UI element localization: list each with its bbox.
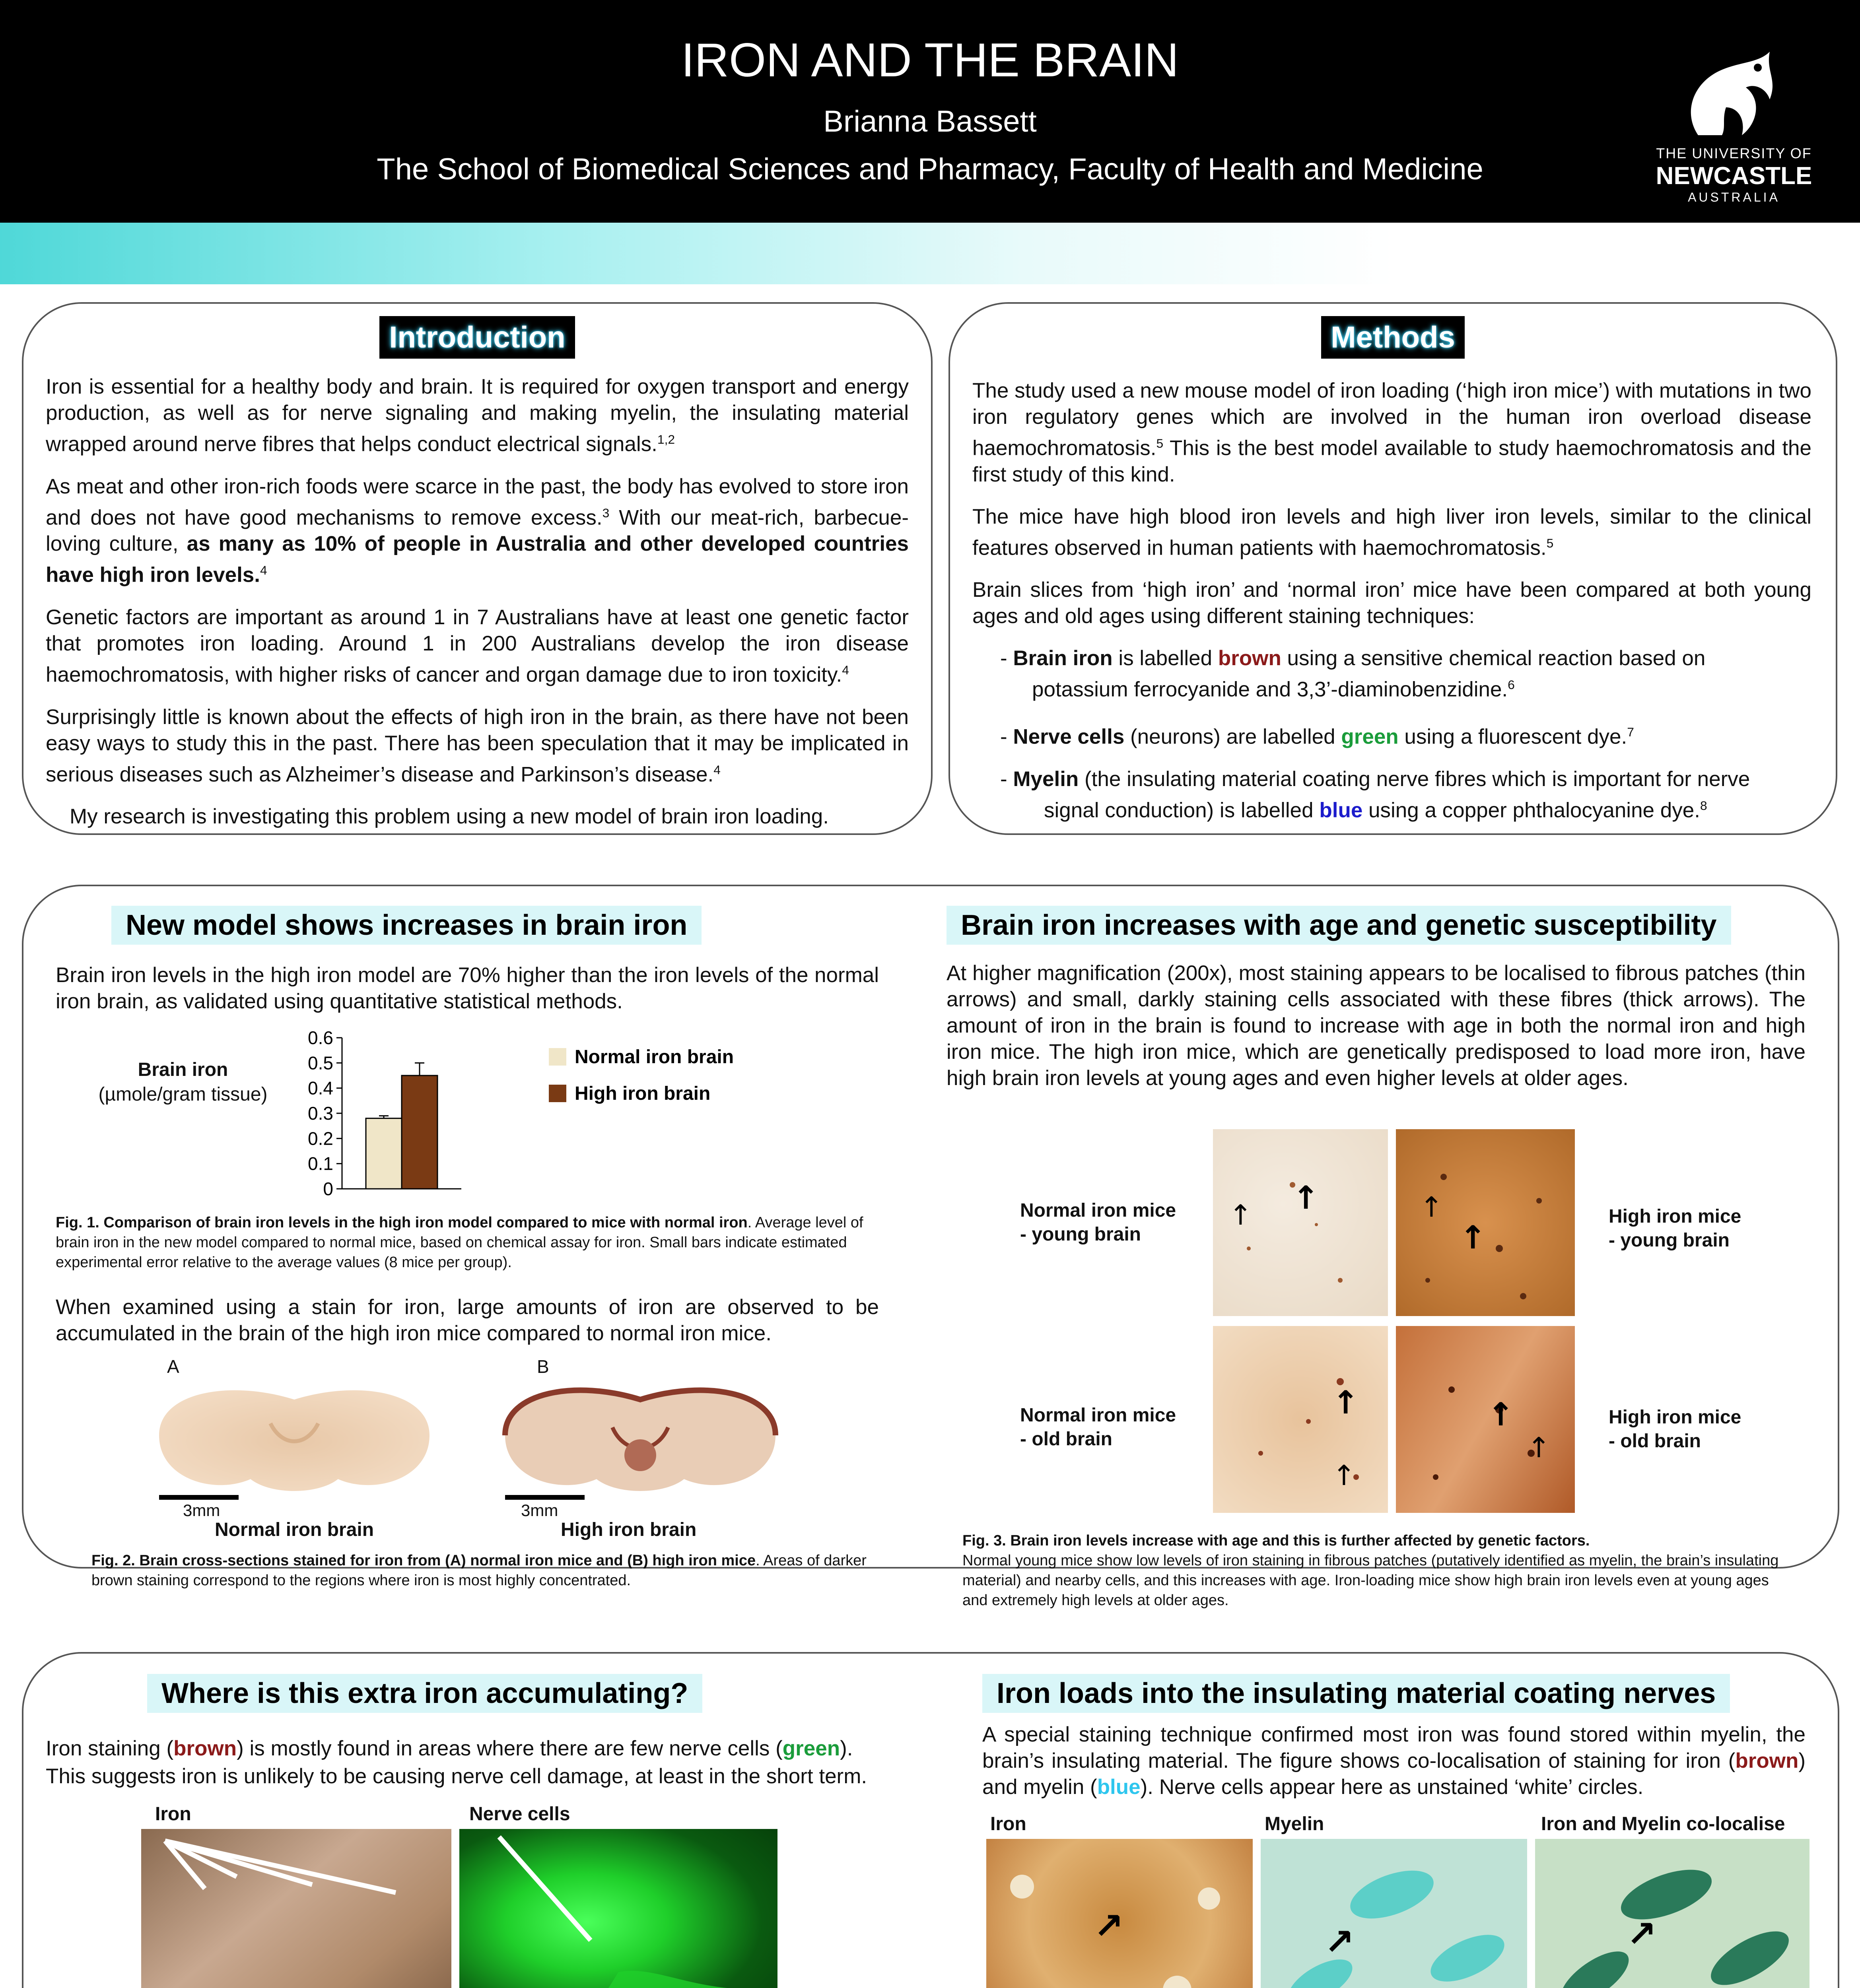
chart-ylabel-units: (µmole/gram tissue) <box>98 1084 268 1105</box>
svg-text:↑: ↑ <box>1420 1191 1443 1223</box>
normal-brain-section-image <box>151 1376 437 1507</box>
logo-line1: THE UNIVERSITY OF <box>1656 145 1812 161</box>
methods-bullet-myelin: - Myelin (the insulating material coating nerve fibres which is important for nerve <box>1000 767 1750 791</box>
university-logo <box>1646 40 1821 207</box>
where-p1: Iron staining (brown) is mostly found in areas where there are few nerve cells (green). <box>46 1737 853 1760</box>
fig5-iron-micrograph <box>986 1839 1253 1988</box>
caption-normal-brain: Normal iron brain <box>215 1519 374 1540</box>
intro-p4: Surprisingly little is known about the effects of high iron in the brain, as there have not been easy ways to study this in the past. There has been speculation that it may be implicated in serious diseases such as Alzheimer’s disease and Parkinson’s disease. <box>46 705 909 786</box>
label-iron-fig4: Iron <box>155 1804 191 1825</box>
new-model-heading: New model shows increases in brain iron <box>111 906 702 945</box>
iron-stain-micrograph <box>141 1829 451 1988</box>
chart-y-tick-label: 0.1 <box>308 1153 333 1174</box>
poster-title: IRON AND THE BRAIN <box>681 33 1179 87</box>
label-myelin-fig5: Myelin <box>1265 1813 1324 1835</box>
label-nerve-fig4: Nerve cells <box>469 1804 570 1825</box>
svg-text:↑: ↑ <box>1460 1219 1487 1256</box>
label-high-young: High iron mice - young brain <box>1609 1206 1741 1251</box>
chart-y-tick-label: 0.4 <box>308 1077 333 1099</box>
chart-y-tick-label: 0.6 <box>308 1027 333 1048</box>
label-b: B <box>537 1356 549 1377</box>
svg-text:↑: ↑ <box>1292 1179 1320 1216</box>
chart-legend-label: High iron brain <box>575 1083 711 1104</box>
high-young-micrograph <box>1396 1129 1575 1316</box>
chart-ylabel: Brain iron <box>138 1059 228 1080</box>
methods-bullet-nerve: - Nerve cells (neurons) are labelled green using a fluorescent dye.$^7$ <box>1000 724 1634 749</box>
svg-text:↑: ↑ <box>1332 1384 1359 1421</box>
svg-text:↑: ↑ <box>1229 1199 1252 1231</box>
chart-bar <box>402 1076 437 1189</box>
intro-p2: As meat and other iron-rich foods were scarce in the past, the body has evolved to store iron and does not have good mechanisms to remove excess. <box>46 474 909 530</box>
chart-bar <box>366 1118 402 1189</box>
new-model-p1: Brain iron levels in the high iron model are 70% higher than the iron levels of the normal iron brain, as validated using quantitative statistical methods. <box>56 963 879 1013</box>
poster-affiliation: The School of Biomedical Sciences and Pharmacy, Faculty of Health and Medicine <box>377 152 1483 186</box>
intro-p5: My research is investigating this problem using a new model of brain iron loading. <box>70 805 829 829</box>
scale-bar-b: 3mm <box>521 1501 558 1520</box>
age-section-p1: At higher magnification (200x), most staining appears to be localised to fibrous patches (thin arrows) and small, darkly staining cells associated with these fibres (thick arrows). The amount of iron in the brain is found to increase with age in both the normal iron and high iron mice. The high iron mice, which are genetically predisposed to load more iron, have high brain iron levels at young ages and even higher levels at older ages. <box>947 961 1806 1090</box>
introduction-heading: Introduction <box>379 316 575 359</box>
scale-bar-a: 3mm <box>183 1501 220 1520</box>
label-a: A <box>167 1356 179 1377</box>
nerve-cells-micrograph <box>459 1829 777 1988</box>
myelin-heading: Iron loads into the insulating material coating nerves <box>982 1674 1730 1713</box>
chart-y-tick-label: 0.2 <box>308 1128 333 1149</box>
normal-old-micrograph <box>1213 1326 1388 1513</box>
fig5-myelin-micrograph <box>1261 1839 1527 1988</box>
caption-high-brain: High iron brain <box>561 1519 697 1540</box>
header-gradient-band <box>0 223 1860 284</box>
svg-text:↗: ↗ <box>1324 1921 1355 1963</box>
fig5-colocalise-micrograph <box>1535 1839 1809 1988</box>
svg-text:↑: ↑ <box>1487 1396 1514 1433</box>
logo-line3: AUSTRALIA <box>1688 190 1780 204</box>
fig3-caption: Fig. 3. Brain iron levels increase with age and this is further affected by genetic factors. Normal young mice show low levels of iron staining in fibrous patches (putatively identified as myelin, the brain’s insulating material) and nearby cells, and this increases with age. Iron-loading mice show high brain iron levels even at young ages and extremely high levels at older ages. <box>962 1532 1779 1609</box>
svg-text:↗: ↗ <box>1627 1913 1657 1955</box>
new-model-p2: When examined using a stain for iron, large amounts of iron are observed to be accumulated in the brain of the high iron mice compared to normal iron mice. <box>56 1295 879 1345</box>
methods-text: The study used a new mouse model of iron loading (‘high iron mice’) with mutations in two iron regulatory genes which are involved in the human iron overload disease haemochromatosis.$^5$ This is the best model available to study haemochromatosis and the first study of this kind. The mice have high blood iron levels and high liver iron levels, similar to the clinical features observed in human patients with haemochromatosis.$^5$ Brain slices from ‘high iron’ and ‘normal iron’ mice have been compared at both young ages and old ages using different staining techniques: - Brain iron is labelled brown using a sensitive chemical reaction based on potassium ferrocyanide and 3,3’-diaminobenzidine.$^6$ - Nerve cells (neurons) are labelled green using a fluorescent dye.$^7$ - Myelin (the insulating material coating nerve fibres which is important for nerve signal conduction) is labelled blue using a copper phthalocyanine dye.$^8$ <box>972 379 1811 822</box>
chart-y-tick-label: 0.5 <box>308 1052 333 1074</box>
myelin-p1: A special staining technique confirmed most iron was found stored within myelin, the brain’s insulating material. The figure shows co-localisation of staining for iron (brown) and myelin (blue). Nerve cells appear here as unstained ‘white’ circles. <box>982 1723 1806 1799</box>
intro-p1: Iron is essential for a healthy body and brain. It is required for oxygen transport and energy production, as well as for nerve signaling and making myelin, the insulating material wrapped around nerve fibres that helps conduct electrical signals. <box>46 375 909 456</box>
label-high-old: High iron mice - old brain <box>1609 1407 1741 1452</box>
poster-author: Brianna Bassett <box>823 105 1037 138</box>
methods-p1: The study used a new mouse model of iron loading (‘high iron mice’) with mutations in two iron regulatory genes which are involved in the human iron overload disease haemochromatosis. <box>972 379 1811 460</box>
seahorse-crest-icon <box>1646 40 1821 143</box>
normal-young-micrograph <box>1213 1129 1388 1316</box>
chart-legend-swatch <box>549 1048 566 1066</box>
chart-y-tick-label: 0.3 <box>308 1103 333 1124</box>
where-p2: This suggests iron is unlikely to be causing nerve cell damage, at least in the short term. <box>46 1765 867 1788</box>
where-heading: Where is this extra iron accumulating? <box>147 1674 702 1713</box>
svg-text:↑: ↑ <box>1527 1431 1551 1464</box>
logo-line2: NEWCASTLE <box>1656 162 1812 190</box>
chart-y-tick-label: 0 <box>323 1178 333 1199</box>
methods-bullet-iron: - Brain iron is labelled brown using a sensitive chemical reaction based on <box>1000 646 1706 670</box>
label-iron-fig5: Iron <box>990 1813 1026 1835</box>
svg-text:↑: ↑ <box>1332 1459 1356 1492</box>
methods-p2: The mice have high blood iron levels and high liver iron levels, similar to the clinical features observed in human patients with haemochromatosis. <box>972 505 1811 560</box>
high-old-micrograph <box>1396 1326 1575 1513</box>
methods-p3: Brain slices from ‘high iron’ and ‘normal iron’ mice have been compared at both young ages and old ages using different staining techniques: <box>972 578 1811 628</box>
label-normal-old: Normal iron mice - old brain <box>1020 1405 1176 1450</box>
introduction-text: Iron is essential for a healthy body and brain. It is required for oxygen transport and energy production, as well as for nerve signaling and making myelin, the insulating material wrapped around nerve fibres that helps conduct electrical signals.$^{1,2}$ As meat and other iron-rich foods were scarce in the past, the body has evolved to store iron and does not have good mechanisms to remove excess.$^3$ With our meat-rich, barbecue-loving culture, as many as 10% of people in Australia and other developed countries have high iron levels.$^4$ Genetic factors are important as around 1 in 7 Australians have at least one genetic factor that promotes iron loading. Around 1 in 200 Australians develop the iron disease haemochromatosis, with higher risks of cancer and organ damage due to iron toxicity.$^4$ Surprisingly little is known about the effects of high iron in the brain, as there have not been easy ways to study this in the past. There has been speculation that it may be implicated in serious diseases such as Alzheimer’s disease and Parkinson’s disease.$^4$ My research is investigating this problem using a new model of brain iron loading. <box>46 374 909 830</box>
high-iron-brain-section-image <box>497 1376 783 1507</box>
intro-p3: Genetic factors are important as around 1 in 7 Australians have at least one genetic factor that promotes iron loading. Around 1 in 200 Australians develop the iron disease haemochromatosis, with higher risks of cancer and organ damage due to iron toxicity. <box>46 605 909 687</box>
methods-heading: Methods <box>1321 316 1464 359</box>
chart-legend-label: Normal iron brain <box>575 1046 734 1068</box>
label-normal-young: Normal iron mice - young brain <box>1020 1200 1176 1245</box>
label-colocalise-fig5: Iron and Myelin co-localise <box>1541 1813 1785 1835</box>
fig2-caption: Fig. 2. Brain cross-sections stained for iron from (A) normal iron mice and (B) high iron mice. Areas of darker brown staining correspond to the regions where iron is most highly concentrated. <box>91 1552 867 1589</box>
chart-legend-swatch <box>549 1085 566 1102</box>
fig1-caption: Fig. 1. Comparison of brain iron levels in the high iron model compared to mice with normal iron. Average level of brain iron in the new model compared to normal mice, based on chemical assay for iron. Small bars indicate estimated experimental error relative to the average values (8 mice per group). <box>56 1214 863 1271</box>
svg-text:↗: ↗ <box>1094 1905 1124 1947</box>
brain-iron-bar-chart <box>286 1022 803 1209</box>
age-section-heading: Brain iron increases with age and genetic susceptibility <box>947 906 1731 945</box>
